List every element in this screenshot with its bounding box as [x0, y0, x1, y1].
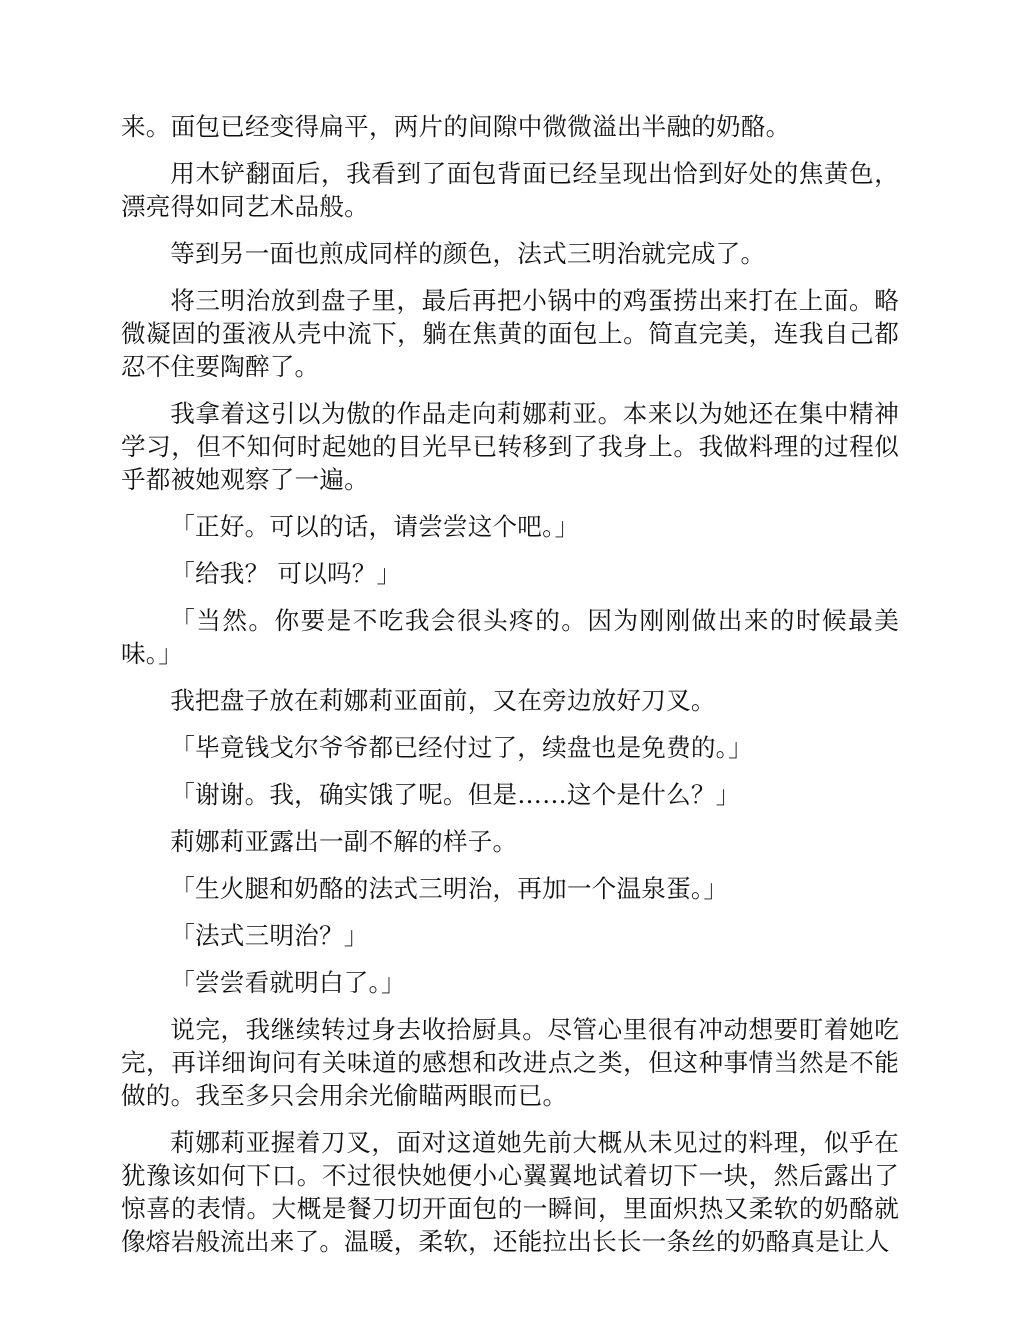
dialogue-line: 「毕竟钱戈尔爷爷都已经付过了，续盘也是免费的。」: [170, 733, 753, 762]
dialogue-line: 「正好。可以的话，请尝尝这个吧。」: [170, 512, 580, 541]
paragraph: 莉娜莉亚露出一副不解的样子。: [170, 827, 518, 856]
paragraph: 莉娜莉亚握着刀叉，面对这道她先前大概从未见过的料理，似乎在犹豫该如何下口。不过很快她便小心翼翼地试着切下一块，然后露出了惊喜的表情。大概是餐刀切开面包的一瞬间，里面炽热又柔软的奶酪就像熔岩般流出来了。温暖，柔软，还能拉出长长一条丝的奶酪真是让人: [121, 1128, 899, 1256]
dialogue-line: 「当然。你要是不吃我会很头疼的。因为刚刚做出来的时候最美味。」: [121, 606, 899, 668]
dialogue-line: 「生火腿和奶酪的法式三明治，再加一个温泉蛋。」: [170, 874, 729, 903]
paragraph-continuation: 来。面包已经变得扁平，两片的间隙中微微溢出半融的奶酪。: [121, 112, 791, 141]
book-page-body: [121, 110, 899, 1272]
dialogue-line: 「尝尝看就明白了。」: [170, 968, 406, 997]
paragraph: 将三明治放到盘子里，最后再把小锅中的鸡蛋捞出来打在上面。略微凝固的蛋液从壳中流下，躺在焦黄的面包上。简直完美，连我自己都忍不住要陶醉了。: [121, 286, 899, 381]
paragraph: 用木铲翻面后，我看到了面包背面已经呈现出恰到好处的焦黄色，漂亮得如同艺术品般。: [121, 159, 899, 221]
dialogue-line: 「法式三明治？」: [170, 921, 369, 950]
paragraph: 我拿着这引以为傲的作品走向莉娜莉亚。本来以为她还在集中精神学习，但不知何时起她的目光早已转移到了我身上。我做料理的过程似乎都被她观察了一遍。: [121, 399, 899, 494]
paragraph: 等到另一面也煎成同样的颜色，法式三明治就完成了。: [170, 239, 766, 268]
dialogue-line: 「给我？ 可以吗？」: [170, 559, 402, 588]
paragraph: 说完，我继续转过身去收拾厨具。尽管心里很有冲动想要盯着她吃完，再详细询问有关味道的感想和改进点之类，但这种事情当然是不能做的。我至多只会用余光偷瞄两眼而已。: [121, 1015, 899, 1110]
paragraph: 我把盘子放在莉娜莉亚面前，又在旁边放好刀叉。: [170, 686, 716, 715]
dialogue-line: 「谢谢。我，确实饿了呢。但是……这个是什么？」: [170, 780, 741, 809]
